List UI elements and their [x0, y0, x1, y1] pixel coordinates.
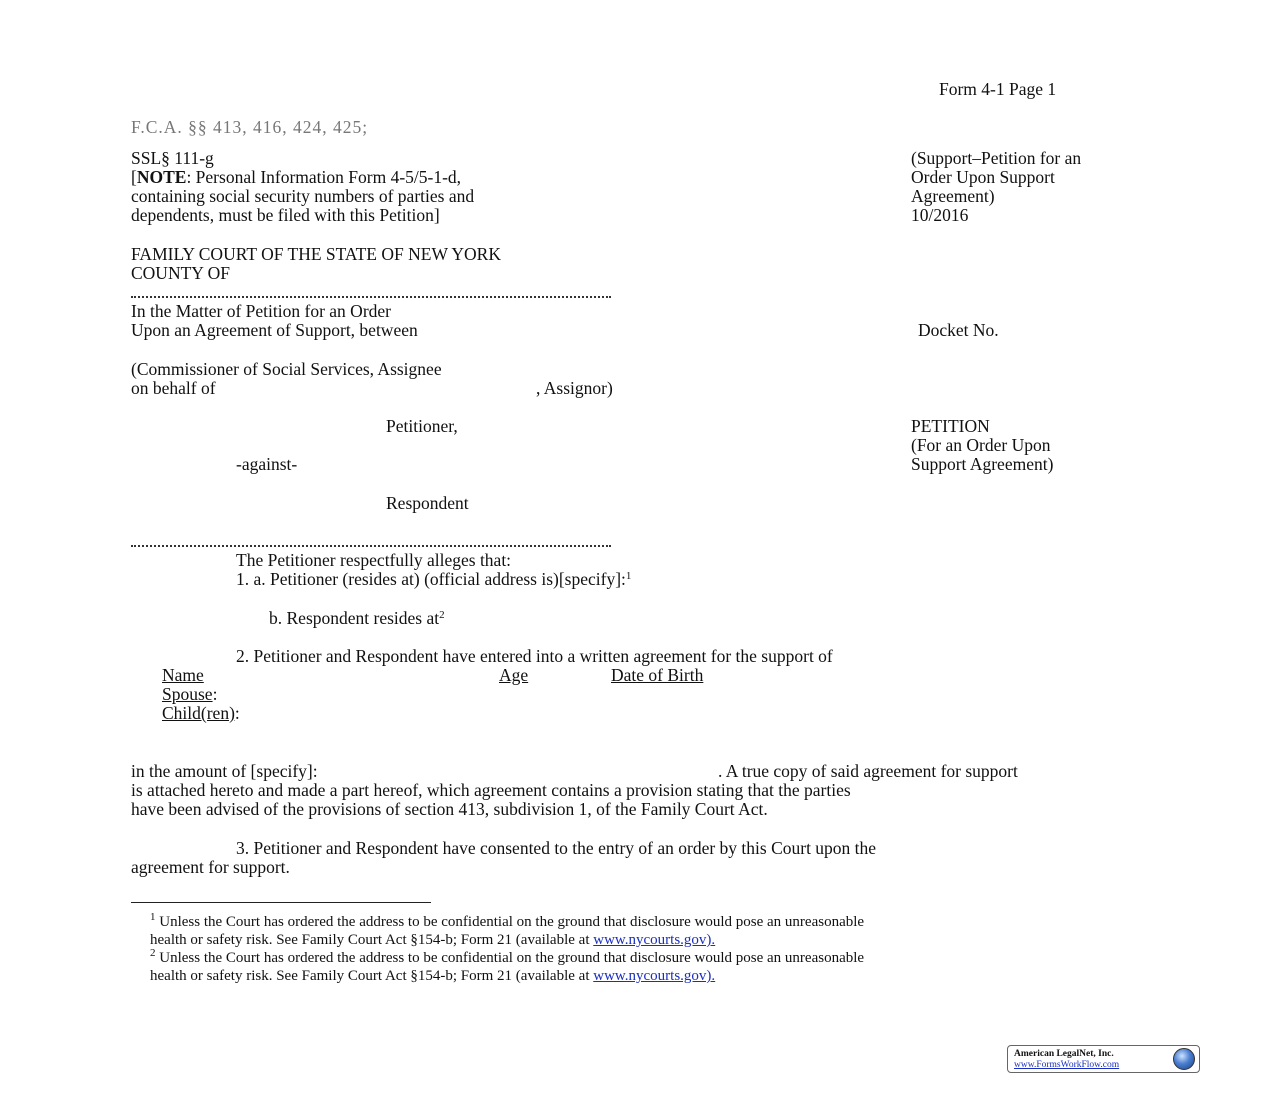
matter-line-1: In the Matter of Petition for an Order — [131, 301, 391, 321]
court-name: FAMILY COURT OF THE STATE OF NEW YORK — [131, 244, 501, 264]
item-1b — [269, 609, 445, 628]
children-row-label — [162, 704, 240, 723]
note-line-1 — [131, 168, 461, 187]
amount-line-3: have been advised of the provisions of section 413, subdivision 1, of the Family Court Act. — [131, 799, 768, 819]
petition-title: PETITION — [911, 416, 990, 436]
ssl-reference: SSL§ 111-g — [131, 148, 214, 168]
footnote-1-link[interactable]: www.nycourts.gov). — [593, 932, 716, 948]
item-1b-text: b. Respondent resides at — [269, 608, 440, 628]
footnote-1-line-1 — [150, 911, 865, 931]
spouse-label: Spouse — [162, 684, 213, 704]
commissioner-line: (Commissioner of Social Services, Assignee — [131, 359, 442, 379]
respondent-label: Respondent — [386, 493, 469, 513]
column-header-dob: Date of Birth — [611, 665, 704, 685]
statutes-reference: F.C.A. §§ 413, 416, 424, 425; — [131, 117, 369, 137]
amount-label: in the amount of [specify]: — [131, 761, 318, 781]
footnote-ref-2: 2 — [439, 609, 445, 621]
footnote-2-text: Unless the Court has ordered the address to be confidential on the ground that disclosure would pose an unreasonable — [155, 950, 865, 966]
on-behalf-label: on behalf of — [131, 378, 216, 398]
assignor-label: , Assignor) — [536, 378, 613, 398]
logo-company-name: American LegalNet, Inc. — [1014, 1049, 1114, 1059]
footnote-2-number: 2 — [150, 947, 156, 959]
form-page-label: Form 4-1 Page 1 — [939, 79, 1057, 99]
footnote-separator — [131, 902, 431, 903]
children-colon: : — [234, 703, 240, 723]
spouse-row-label — [162, 685, 217, 704]
caption-divider-bottom — [131, 545, 611, 547]
form-type-line-1: (Support–Petition for an — [911, 148, 1082, 168]
caption-divider-top — [131, 296, 611, 298]
spouse-colon: : — [212, 684, 218, 704]
amount-line-1-cont: . A true copy of said agreement for support — [718, 761, 1018, 781]
note-line-3: dependents, must be filed with this Petition] — [131, 205, 440, 225]
logo-url[interactable]: www.FormsWorkFlow.com — [1014, 1060, 1120, 1070]
form-revision-date: 10/2016 — [911, 205, 969, 225]
footnote-2-line-1 — [150, 947, 865, 967]
amount-line-2: is attached hereto and made a part hereof, which agreement contains a provision stating that the parties — [131, 780, 851, 800]
footnote-2-text-2: health or safety risk. See Family Court Act §154-b; Form 21 (available at — [150, 968, 594, 984]
item-2: 2. Petitioner and Respondent have entered into a written agreement for the support of — [236, 646, 833, 666]
footnote-1-line-2 — [150, 932, 715, 949]
item-1a — [236, 570, 631, 589]
note-text: : Personal Information Form 4-5/5-1-d, — [186, 167, 462, 187]
footnote-2-line-2 — [150, 968, 715, 985]
children-label: Child(ren) — [162, 703, 235, 723]
intro-text: The Petitioner respectfully alleges that: — [236, 550, 512, 570]
form-type-line-3: Agreement) — [911, 186, 995, 206]
item-3-line-2: agreement for support. — [131, 857, 290, 877]
column-header-age: Age — [499, 665, 529, 685]
footnote-1-text-2: health or safety risk. See Family Court Act §154-b; Form 21 (available at — [150, 932, 594, 948]
docket-label: Docket No. — [918, 320, 999, 340]
note-bracket: [ — [131, 167, 137, 187]
form-type-line-2: Order Upon Support — [911, 167, 1055, 187]
note-line-2: containing social security numbers of parties and — [131, 186, 475, 206]
americanlegalnet-logo[interactable] — [1007, 1045, 1200, 1073]
footnote-1-text: Unless the Court has ordered the address to be confidential on the ground that disclosure would pose an unreasonable — [155, 914, 865, 930]
petitioner-label: Petitioner, — [386, 416, 458, 436]
petition-subtitle-1: (For an Order Upon — [911, 435, 1051, 455]
footnote-2-link[interactable]: www.nycourts.gov). — [593, 968, 716, 984]
note-label: NOTE — [136, 167, 187, 187]
footnote-ref-1: 1 — [625, 570, 632, 582]
against-label: -against- — [236, 454, 298, 474]
footnote-1-number: 1 — [150, 911, 156, 923]
globe-icon — [1173, 1048, 1195, 1070]
petition-subtitle-2: Support Agreement) — [911, 454, 1054, 474]
item-3-line-1: 3. Petitioner and Respondent have consented to the entry of an order by this Court upon the — [236, 838, 877, 858]
column-header-name: Name — [162, 665, 204, 685]
court-county: COUNTY OF — [131, 263, 231, 283]
item-1a-text: 1. a. Petitioner (resides at) (official address is)[specify]: — [236, 569, 626, 589]
matter-line-2: Upon an Agreement of Support, between — [131, 320, 418, 340]
